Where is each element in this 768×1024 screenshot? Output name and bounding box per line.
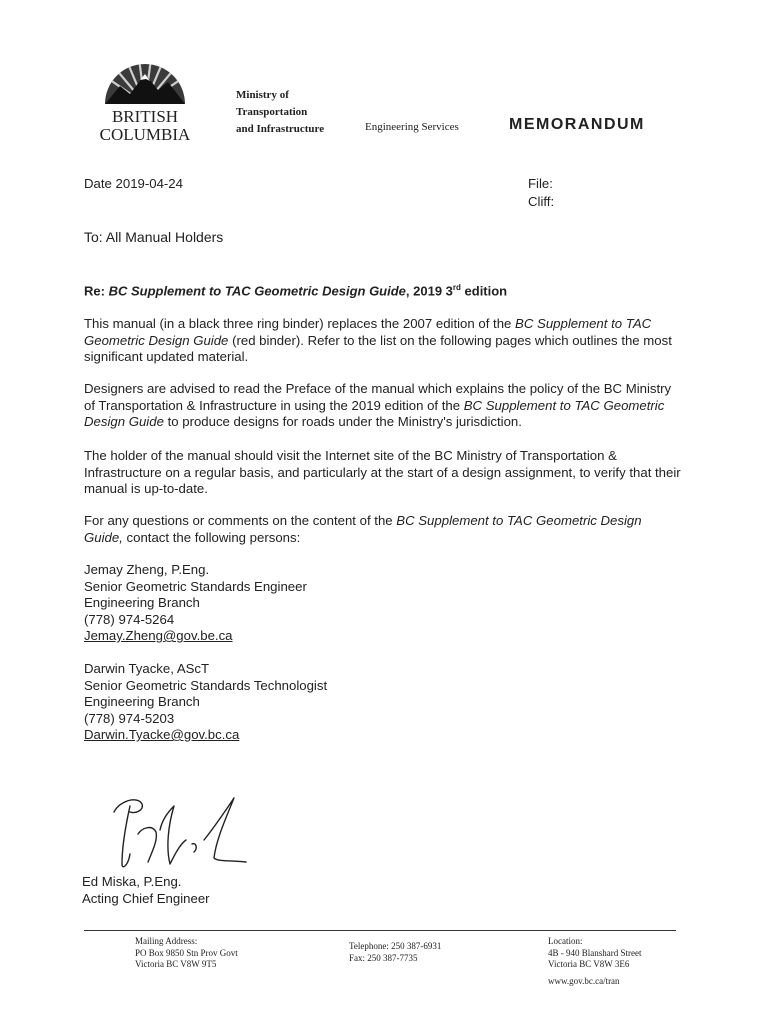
signer-title: Acting Chief Engineer xyxy=(82,890,210,906)
contact-name: Darwin Tyacke, AScT xyxy=(84,661,210,676)
signer-block xyxy=(82,874,210,907)
contact-title: Senior Geometric Standards Technologist xyxy=(84,677,328,693)
mailing-line-1: PO Box 9850 Stn Prov Govt xyxy=(135,947,238,958)
paragraph-4 xyxy=(84,513,684,546)
paragraph-4-text-b: contact the following persons: xyxy=(122,529,301,545)
contact-block xyxy=(84,661,327,744)
contact-phone: (778) 974-5264 xyxy=(84,611,175,627)
location-line-1: 4B - 940 Blanshard Street xyxy=(548,947,642,958)
paragraph-2-text-b: to produce designs for roads under the Ministry's jurisdiction. xyxy=(163,414,522,429)
location-line-2: Victoria BC V8W 3E6 xyxy=(548,959,630,969)
paragraph-4-text-a: For any questions or comments on the content of the xyxy=(84,513,397,528)
recipient-line: To: All Manual Holders xyxy=(84,229,224,245)
contact-numbers xyxy=(349,941,441,964)
subject-suffix: edition xyxy=(460,283,508,299)
signature-image xyxy=(108,790,248,875)
paragraph-1 xyxy=(84,316,684,366)
file-label: File: xyxy=(528,176,553,191)
mailing-line-2: Victoria BC V8W 9T5 xyxy=(135,959,217,969)
signer-name: Ed Miska, P.Eng. xyxy=(82,874,182,889)
sun-rays-icon xyxy=(90,46,200,106)
paragraph-1-guide-title: BC Supplement to TAC Geometric Design Guide xyxy=(84,316,652,348)
mailing-label: Mailing Address: xyxy=(135,936,198,946)
footer-divider xyxy=(84,930,676,931)
contact-email-link[interactable]: Jemay.Zheng@gov.be.ca xyxy=(84,628,233,643)
telephone: Telephone: 250 387-6931 xyxy=(349,941,442,951)
contact-branch: Engineering Branch xyxy=(84,595,200,610)
ministry-line-3: and Infrastructure xyxy=(236,123,325,135)
mailing-address xyxy=(135,936,238,971)
subject-year: , 2019 3 xyxy=(405,283,453,299)
ministry-line-2: Transportation xyxy=(236,106,308,118)
subject-line xyxy=(84,283,507,298)
paragraph-1-text-b: (red binder). Refer to the list on the following pages which outlines the most significant updated material. xyxy=(84,332,672,364)
ministry-name xyxy=(236,87,324,138)
location-address xyxy=(548,936,642,971)
subject-title: BC Supplement to TAC Geometric Design Guide xyxy=(108,283,406,299)
contact-email-link[interactable]: Darwin.Tyacke@gov.bc.ca xyxy=(84,727,240,742)
contact-phone: (778) 974-5203 xyxy=(84,710,175,726)
paragraph-1-text-a: This manual (in a black three ring binder) replaces the 2007 edition of the xyxy=(84,316,516,331)
location-label: Location: xyxy=(548,936,583,946)
department-name: Engineering Services xyxy=(365,121,459,133)
contact-title: Senior Geometric Standards Engineer xyxy=(84,578,307,594)
logo-text-british: BRITISH xyxy=(111,107,179,126)
cliff-label: Cliff: xyxy=(528,194,555,209)
subject-ordinal: rd xyxy=(452,283,461,292)
contact-branch: Engineering Branch xyxy=(84,694,200,709)
paragraph-4-guide-title: BC Supplement to TAC Geometric Design Guide, xyxy=(84,513,642,545)
paragraph-2 xyxy=(84,381,684,431)
logo-text-columbia: COLUMBIA xyxy=(99,125,191,144)
document-type-title: MEMORANDUM xyxy=(509,116,645,133)
contact-block xyxy=(84,562,307,645)
website-link[interactable]: www.gov.bc.ca/tran xyxy=(548,976,620,986)
fax: Fax: 250 387-7735 xyxy=(349,952,418,963)
ministry-line-1: Ministry of xyxy=(236,89,289,101)
bc-logo xyxy=(90,46,200,146)
paragraph-3: The holder of the manual should visit the Internet site of the BC Ministry of Transportation & Infrastructure on a regular basis, and particularly at the start of a design assignment, to verify that their manual is up-to-date. xyxy=(84,448,681,496)
subject-prefix: Re: xyxy=(84,283,109,299)
paragraph-2-text-a: Designers are advised to read the Preface of the manual which explains the policy of the BC Ministry of Transportation & Infrastructure in using the 2019 edition of the xyxy=(84,381,672,413)
contact-name: Jemay Zheng, P.Eng. xyxy=(84,562,210,577)
paragraph-2-guide-title: BC Supplement to TAC Geometric Design Guide xyxy=(84,397,665,429)
memo-date: Date 2019-04-24 xyxy=(84,176,183,191)
